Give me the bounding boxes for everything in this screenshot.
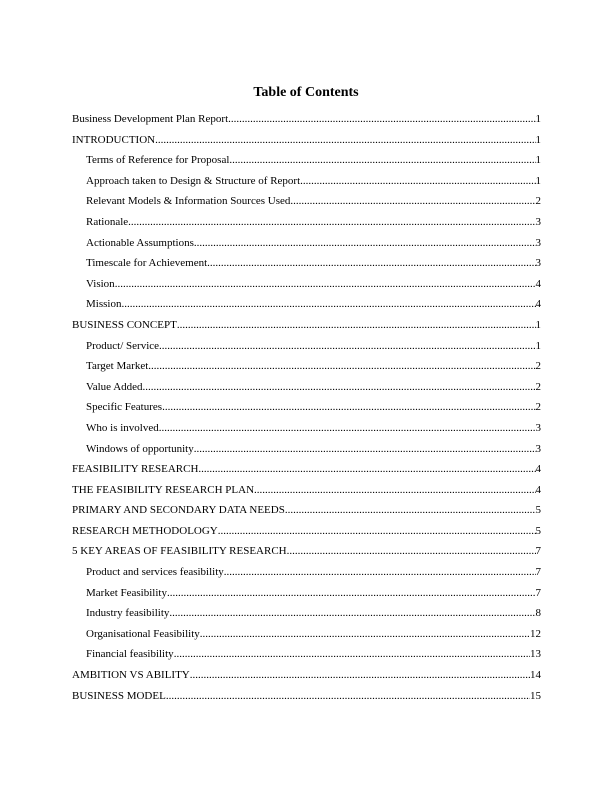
toc-entry[interactable]: [72, 544, 541, 565]
toc-entry-label: AMBITION VS ABILITY: [72, 669, 190, 682]
toc-entry-page-number: 4: [535, 298, 541, 311]
toc-entry-label: THE FEASIBILITY RESEARCH PLAN: [72, 483, 255, 496]
toc-dot-leader: [190, 668, 530, 682]
toc-entry[interactable]: [72, 524, 541, 545]
toc-entry-label: BUSINESS CONCEPT: [72, 318, 177, 331]
toc-dot-leader: [167, 586, 536, 600]
toc-entry-label: Rationale: [86, 215, 129, 228]
toc-entry[interactable]: [72, 400, 541, 421]
toc-entry-label: Industry feasibility: [86, 607, 170, 620]
toc-entry[interactable]: [72, 236, 541, 257]
toc-entry-page-number: 5: [535, 524, 541, 537]
toc-title: Table of Contents: [253, 85, 359, 100]
toc-entry[interactable]: [72, 153, 541, 174]
toc-dot-leader: [285, 503, 536, 517]
toc-dot-leader: [207, 256, 535, 270]
toc-entry-page-number: 3: [535, 236, 541, 249]
toc-entry-label: Target Market: [86, 360, 149, 373]
toc-entry-label: Specific Features: [86, 401, 163, 414]
toc-entry-page-number: 13: [530, 648, 541, 661]
toc-entry-page-number: 8: [535, 607, 541, 620]
toc-entry-label: Terms of Reference for Proposal: [86, 154, 230, 167]
toc-entry-label: Vision: [86, 277, 115, 290]
toc-dot-leader: [159, 339, 535, 353]
toc-entry[interactable]: [72, 483, 541, 504]
toc-dot-leader: [218, 524, 536, 538]
toc-entry[interactable]: [72, 194, 541, 215]
toc-entry[interactable]: [72, 215, 541, 236]
toc-list: [72, 112, 541, 709]
toc-dot-leader: [155, 133, 535, 147]
toc-dot-leader: [174, 647, 530, 661]
toc-dot-leader: [287, 544, 536, 558]
toc-entry[interactable]: [72, 586, 541, 607]
toc-entry[interactable]: [72, 503, 541, 524]
toc-dot-leader: [200, 627, 530, 641]
toc-entry-page-number: 12: [530, 627, 541, 640]
toc-entry[interactable]: [72, 277, 541, 298]
toc-entry-page-number: 2: [535, 195, 541, 208]
toc-entry-page-number: 4: [535, 463, 541, 476]
toc-entry[interactable]: [72, 174, 541, 195]
toc-entry[interactable]: [72, 339, 541, 360]
toc-entry[interactable]: [72, 133, 541, 154]
toc-entry-page-number: 3: [535, 421, 541, 434]
toc-entry-label: FEASIBILITY RESEARCH: [72, 463, 199, 476]
toc-entry-page-number: 7: [535, 566, 541, 579]
toc-entry-page-number: 3: [535, 442, 541, 455]
toc-dot-leader: [194, 442, 536, 456]
toc-entry-page-number: 1: [535, 154, 541, 167]
toc-entry-label: Business Development Plan Report: [72, 113, 229, 125]
toc-dot-leader: [300, 174, 535, 188]
toc-entry-label: Who is involved: [86, 421, 159, 434]
toc-entry-label: Actionable Assumptions: [86, 236, 194, 249]
toc-entry[interactable]: [72, 421, 541, 442]
toc-entry-page-number: 15: [530, 689, 541, 702]
toc-entry-page-number: 2: [535, 380, 541, 393]
toc-entry-page-number: 2: [535, 401, 541, 414]
toc-dot-leader: [169, 606, 535, 620]
toc-entry-label: Mission: [86, 298, 122, 311]
toc-entry-page-number: 3: [535, 215, 541, 228]
toc-dot-leader: [228, 112, 535, 126]
toc-entry-label: PRIMARY AND SECONDARY DATA NEEDS: [72, 504, 285, 517]
toc-entry[interactable]: [72, 462, 541, 483]
toc-dot-leader: [177, 318, 536, 332]
toc-entry-label: Windows of opportunity: [86, 442, 194, 455]
toc-entry-label: Organisational Feasibility: [86, 627, 200, 640]
toc-dot-leader: [115, 277, 536, 291]
toc-entry-page-number: 5: [535, 504, 541, 517]
toc-entry[interactable]: [72, 565, 541, 586]
toc-entry[interactable]: [72, 380, 541, 401]
toc-dot-leader: [290, 194, 535, 208]
toc-entry-label: BUSINESS MODEL: [72, 689, 166, 702]
toc-entry[interactable]: [72, 442, 541, 463]
toc-entry-label: Timescale for Achievement: [86, 257, 208, 270]
toc-dot-leader: [254, 483, 535, 497]
toc-entry-page-number: 4: [535, 483, 541, 496]
toc-entry[interactable]: [72, 318, 541, 339]
toc-entry-page-number: 1: [535, 113, 541, 125]
toc-entry[interactable]: [72, 112, 541, 133]
toc-entry-label: Relevant Models & Information Sources Used: [86, 195, 291, 208]
toc-entry[interactable]: [72, 668, 541, 689]
toc-entry-label: 5 KEY AREAS OF FEASIBILITY RESEARCH: [72, 545, 287, 558]
toc-entry-label: Value Added: [86, 380, 143, 393]
toc-entry-label: Financial feasibility: [86, 648, 174, 661]
toc-entry-page-number: 7: [535, 545, 541, 558]
toc-entry-label: INTRODUCTION: [72, 133, 156, 146]
toc-dot-leader: [224, 565, 536, 579]
toc-entry-label: Product and services feasibility: [86, 566, 224, 579]
toc-entry[interactable]: [72, 606, 541, 627]
toc-dot-leader: [166, 689, 530, 703]
toc-entry[interactable]: [72, 256, 541, 277]
toc-entry-page-number: 1: [535, 133, 541, 146]
toc-entry-page-number: 1: [535, 174, 541, 187]
toc-dot-leader: [128, 215, 535, 229]
toc-entry-page-number: 2: [535, 360, 541, 373]
toc-entry[interactable]: [72, 647, 541, 668]
toc-dot-leader: [148, 359, 535, 373]
toc-dot-leader: [229, 153, 535, 167]
toc-dot-leader: [159, 421, 536, 435]
toc-dot-leader: [121, 297, 535, 311]
toc-entry-page-number: 14: [530, 669, 541, 682]
toc-entry-label: Market Feasibility: [86, 586, 167, 599]
toc-entry[interactable]: [72, 689, 541, 710]
toc-entry-page-number: 7: [535, 586, 541, 599]
toc-entry[interactable]: [72, 359, 541, 380]
toc-dot-leader: [162, 400, 535, 414]
toc-entry-page-number: 1: [535, 339, 541, 352]
toc-entry[interactable]: [72, 627, 541, 648]
toc-entry-label: RESEARCH METHODOLOGY: [72, 524, 218, 537]
toc-entry-label: Product/ Service: [86, 339, 160, 352]
toc-entry-page-number: 3: [535, 257, 541, 270]
toc-dot-leader: [143, 380, 536, 394]
toc-dot-leader: [198, 462, 535, 476]
toc-dot-leader: [194, 236, 536, 250]
toc-entry-page-number: 4: [535, 277, 541, 290]
toc-entry-label: Approach taken to Design & Structure of Report: [86, 174, 301, 187]
toc-entry[interactable]: [72, 297, 541, 318]
toc-entry-page-number: 1: [535, 318, 541, 331]
